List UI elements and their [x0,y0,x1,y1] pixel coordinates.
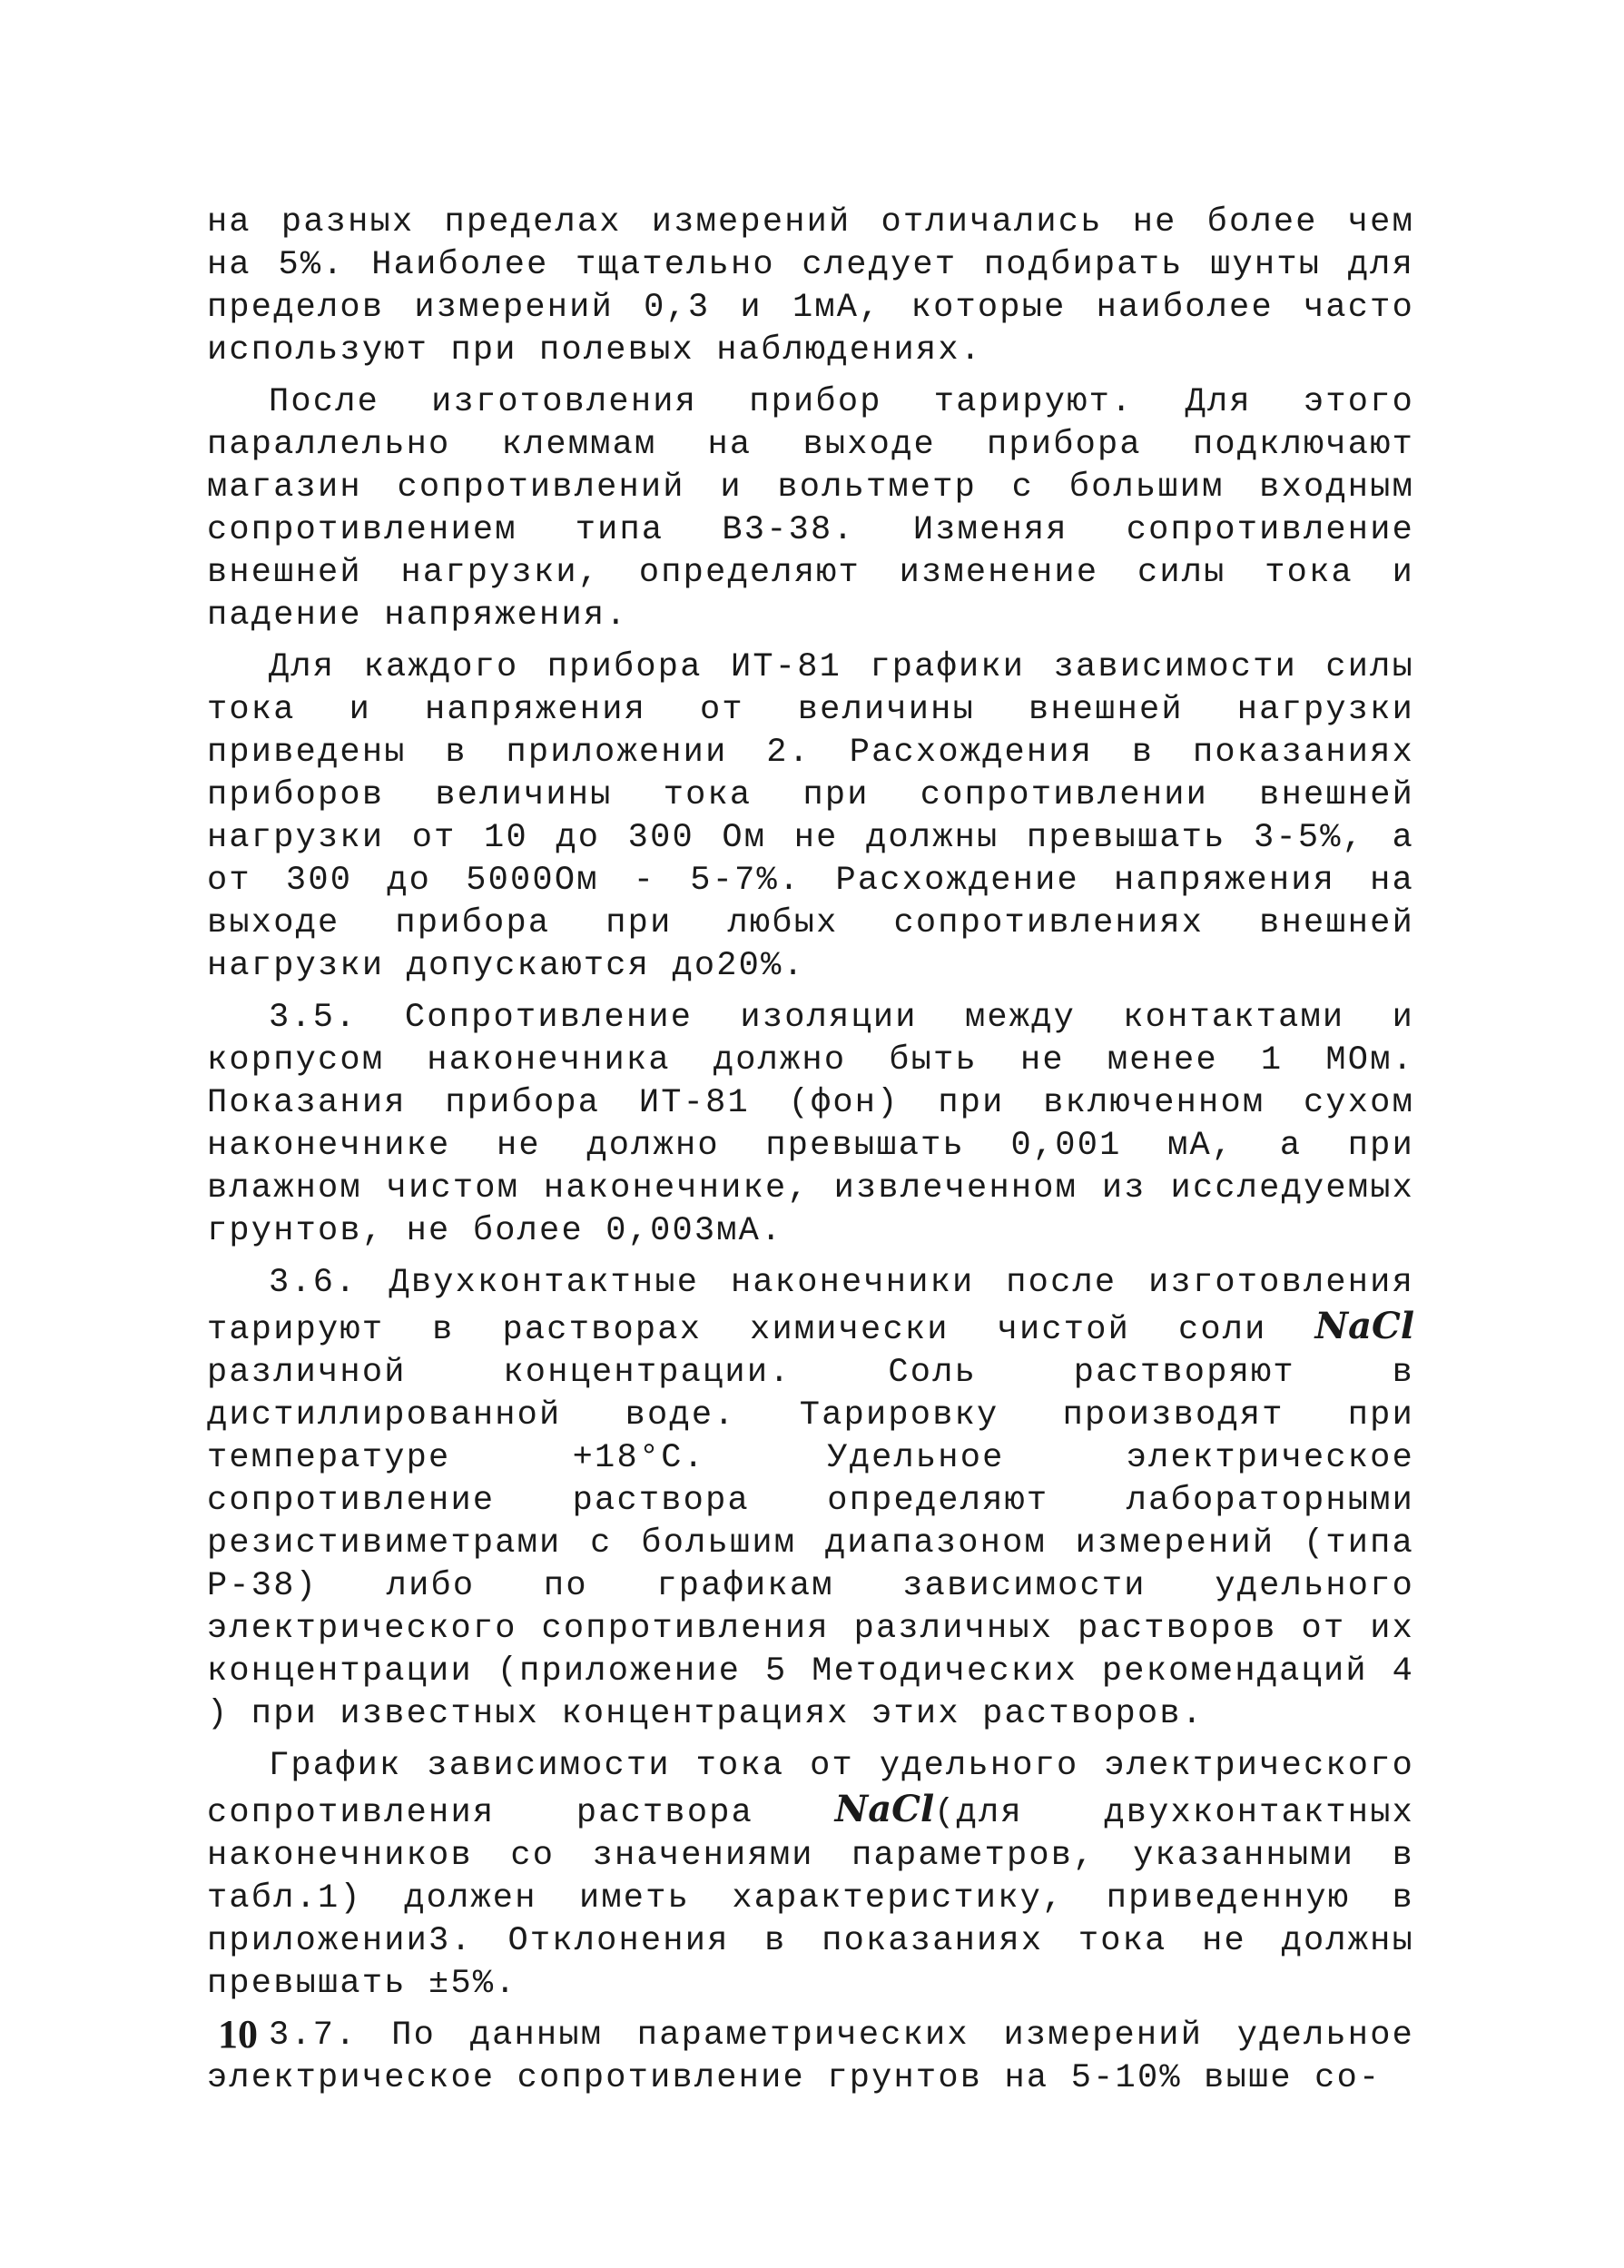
paragraph-3-7-measurements: 3.7. По данным параметрических измерений удельное электрическое сопротивление грунтов на 5-10% выше со- [207,2017,1414,2097]
paragraph-3-6-calibration-nacl [207,1262,1414,1736]
paragraph-graph-part-2: (для двухконтактных наконечников со значениями параметров, указанными в табл.1) должен иметь характеристику, приведенную в приложении3. Отклонения в показаниях тока не должны превышать ±5%. [207,1794,1414,2003]
body-text [207,202,1414,2109]
paragraph-3-5-insulation: 3.5. Сопротивление изоляции между контактами и корпусом наконечника должно быть не менее 1 МОм. Показания прибора ИТ-81 (фон) при включенном сухом наконечнике не должно превышать 0,001 мА, а при влажном чистом наконечнике, извлеченном из исследуемых грунтов, не более 0,003мА. [207,999,1414,1250]
paragraph-3-6-part-1: 3.6. Двухконтактные наконечники после изготовления тарируют в растворах химически чистой соли [207,1264,1414,1349]
paragraph-current-graph [207,1745,1414,2006]
paragraph-graph-part-1: График зависимости тока от удельного электрического сопротивления раствора [207,1747,1414,1832]
paragraph-it81-graphs: Для каждого прибора ИТ-81 графики зависимости силы тока и напряжения от величины внешней нагрузки приведены в приложении 2. Расхождения в показаниях приборов величины тока при сопротивлении внешней нагрузки от 10 до 300 Ом не должны превышать 3-5%, а от 300 до 5000Ом - 5-7%. Расхождение напряжения на выходе прибора при любых сопротивлениях внешней нагрузки допускаются до20%. [207,648,1414,985]
paragraph-3-6-part-2: различной концентрации. Соль растворяют в дистиллированной воде. Тарировку производят при температуре +18°С. Удельное электрическое сопротивление раствора определяют лабораторными резистивиметрами с большим диапазоном измерений (типа Р-38) либо по графикам зависимости удельного электрического сопротивления различных растворов от их концентрации (приложение 5 Методических рекомендаций 4 ) при известных концентрациях этих растворов. [207,1354,1414,1733]
paragraph-shunt-selection: на разных пределах измерений отличались не более чем на 5%. Наиболее тщательно следует подбирать шунты для пределов измерений 0,3 и 1мА, которые наиболее часто используют при полевых наблюдениях. [207,203,1414,370]
nacl-formula: NaCl [1314,1305,1415,1347]
paragraph-calibration: После изготовления прибор тарируют. Для этого параллельно клеммам на выходе прибора подключают магазин сопротивлений и вольтметр с большим входным сопротивлением типа В3-38. Изменяя сопротивление внешней нагрузки, определяют изменение силы тока и падение напряжения. [207,383,1414,635]
page-number: 10 [218,2012,258,2056]
nacl-formula-2: NaCl [834,1788,935,1830]
